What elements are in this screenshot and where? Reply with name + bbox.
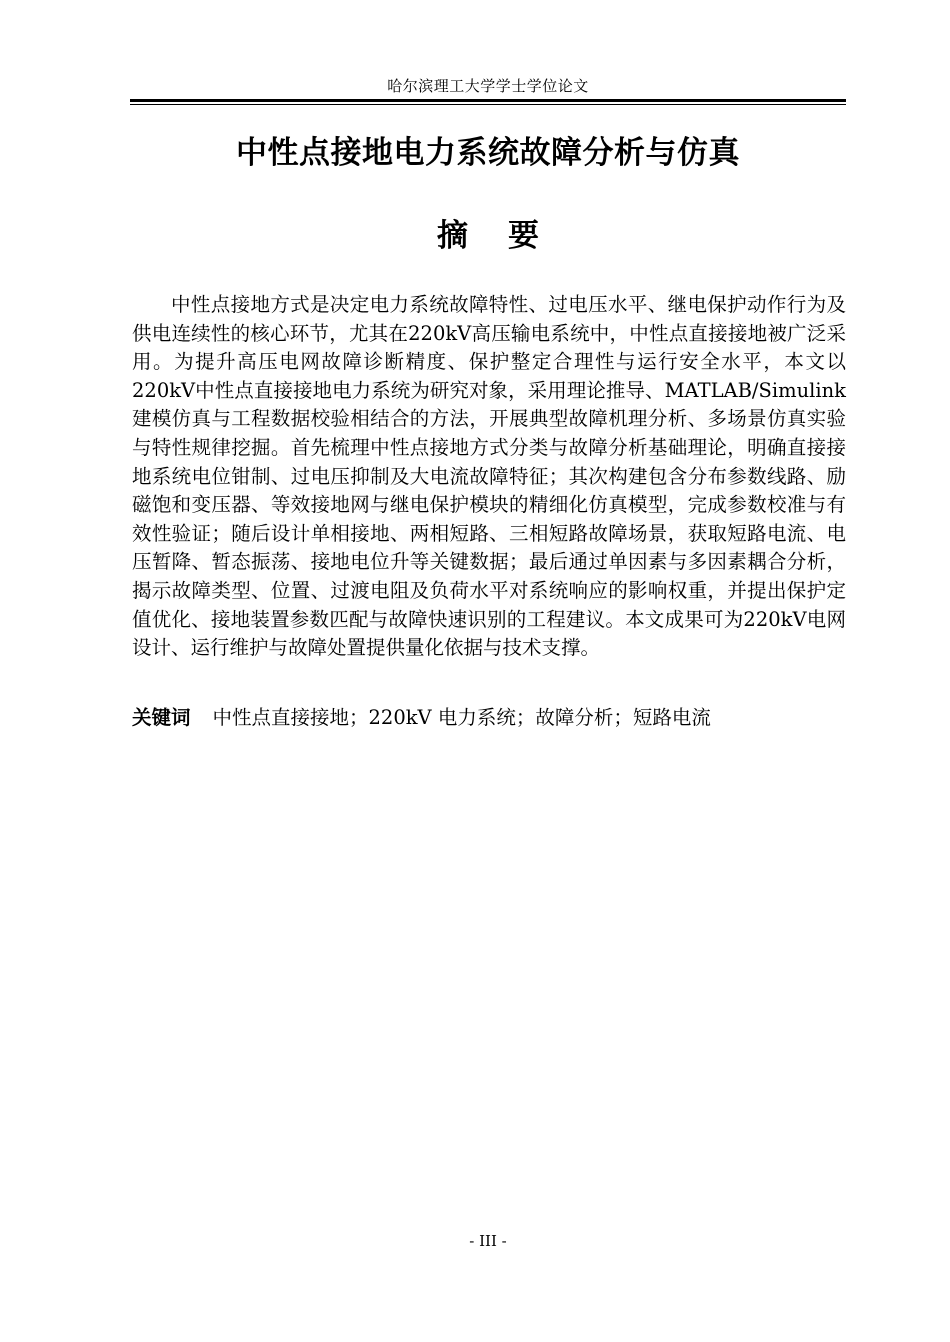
header-rule-thin: [130, 104, 846, 105]
header-rule-thick: [130, 99, 846, 102]
abstract-heading-char-2: 要: [508, 218, 539, 254]
abstract-heading: [130, 214, 846, 258]
running-header: 哈尔滨理工大学学士学位论文: [387, 77, 589, 95]
page-number: - III -: [469, 1232, 507, 1250]
keywords-label: 关键词: [132, 706, 191, 729]
thesis-title: 中性点接地电力系统故障分析与仿真: [236, 135, 740, 171]
keywords-text: 中性点直接接地；220kV 电力系统；故障分析；短路电流: [212, 706, 711, 729]
abstract-body: 中性点接地方式是决定电力系统故障特性、过电压水平、继电保护动作行为及供电连续性的核心环节，尤其在220kV高压输电系统中，中性点直接接地被广泛采用。为提升高压电网故障诊断精度、保护整定合理性与运行安全水平，本文以220kV中性点直接接地电力系统为研究对象，采用理论推导、MATLAB/Simulink建模仿真与工程数据校验相结合的方法，开展典型故障机理分析、多场景仿真实验与特性规律挖掘。首先梳理中性点接地方式分类与故障分析基础理论，明确直接接地系统电位钳制、过电压抑制及大电流故障特征；其次构建包含分布参数线路、励磁饱和变压器、等效接地网与继电保护模块的精细化仿真模型，完成参数校准与有效性验证；随后设计单相接地、两相短路、三相短路故障场景，获取短路电流、电压暂降、暂态振荡、接地电位升等关键数据；最后通过单因素与多因素耦合分析，揭示故障类型、位置、过渡电阻及负荷水平对系统响应的影响权重，并提出保护定值优化、接地装置参数匹配与故障快速识别的工程建议。本文成果可为220kV电网设计、运行维护与故障处置提供量化依据与技术支撑。: [132, 293, 846, 660]
abstract-heading-char-1: 摘: [437, 218, 468, 254]
keywords-line: [132, 704, 846, 732]
